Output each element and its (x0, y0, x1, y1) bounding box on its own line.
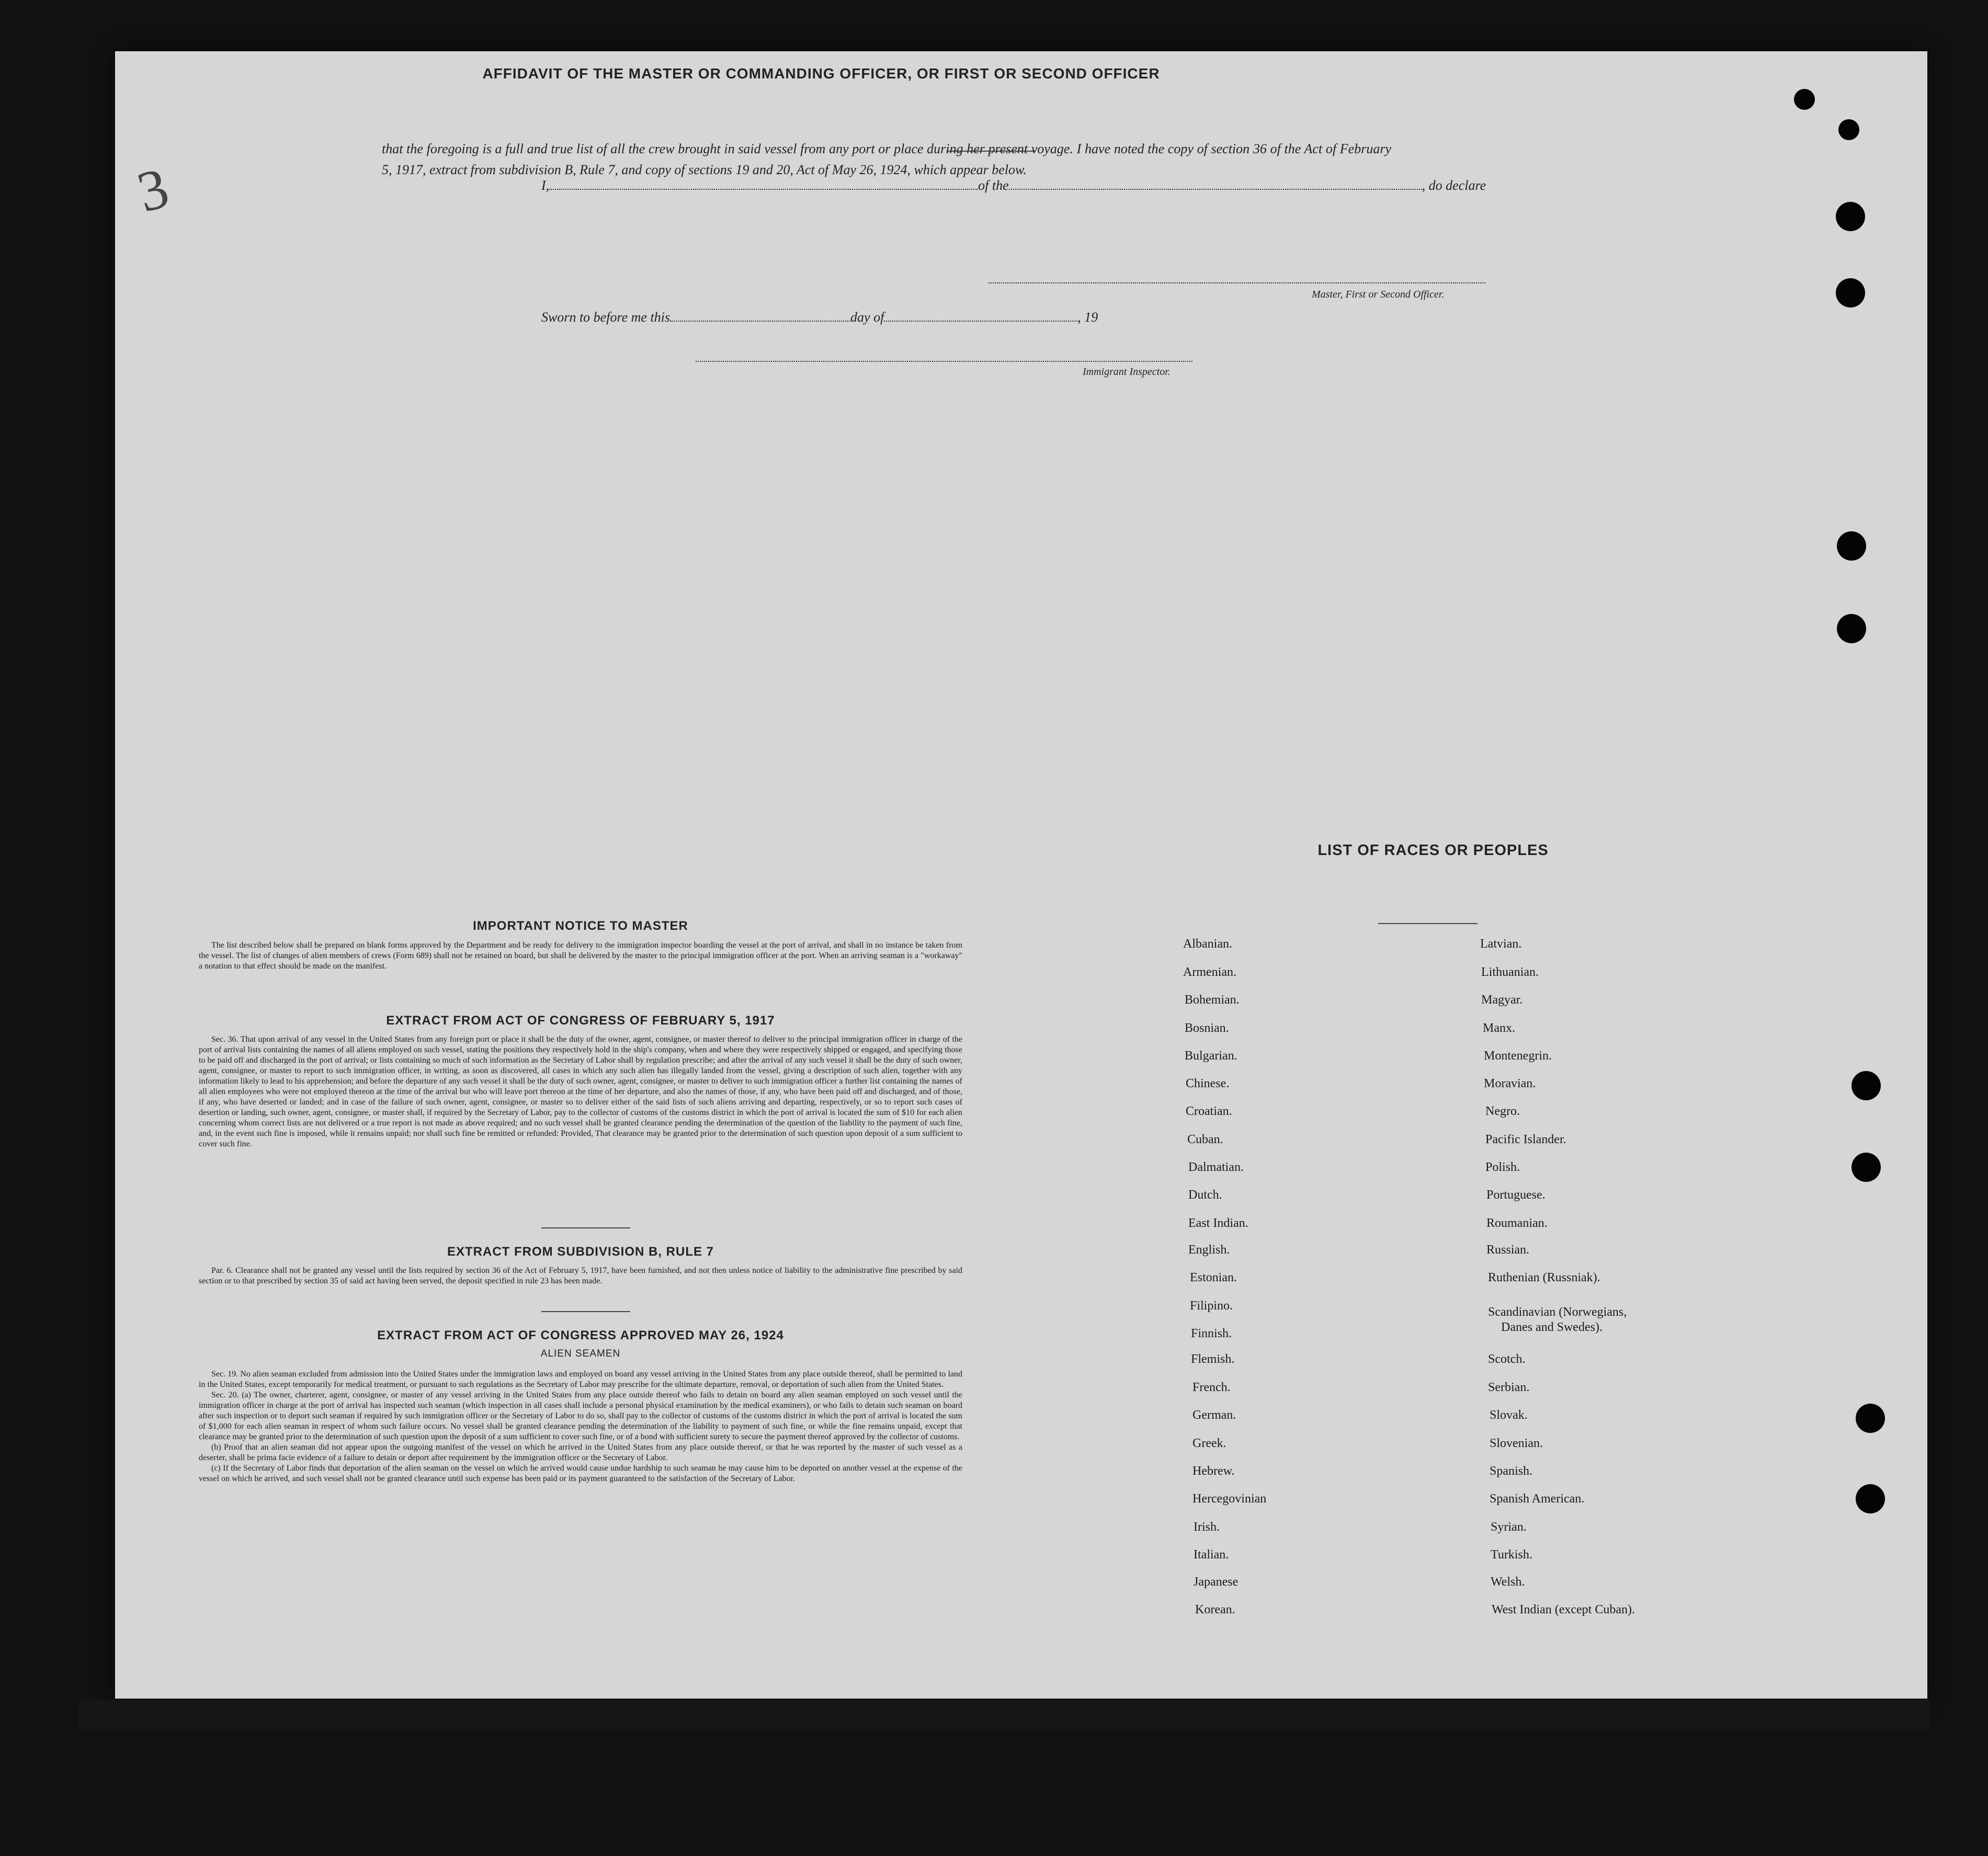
sworn-line (541, 310, 1098, 325)
race-item: West Indian (except Cuban). (1492, 1603, 1635, 1616)
race-item: German. (1192, 1408, 1236, 1422)
inspector-signature-line (696, 361, 1192, 362)
punch-hole (1856, 1484, 1885, 1513)
race-item: Dalmatian. (1188, 1160, 1244, 1174)
race-item: Portuguese. (1486, 1188, 1546, 1202)
race-item: Roumanian. (1486, 1216, 1548, 1230)
punch-hole (1794, 89, 1815, 110)
race-item: Scandinavian (Norwegians, (1488, 1305, 1627, 1319)
races-rule (1378, 923, 1478, 924)
race-item: Flemish. (1191, 1352, 1235, 1366)
race-item: Negro. (1485, 1105, 1520, 1118)
race-scandinavian-continued: Danes and Swedes). (1501, 1320, 1603, 1334)
sworn-month-blank (884, 310, 1077, 322)
section-rule (541, 1227, 630, 1228)
race-item: Lithuanian. (1481, 965, 1539, 979)
margin-mark: 3 (131, 155, 175, 225)
extract-1924-title: EXTRACT FROM ACT OF CONGRESS APPROVED MAY 26, 1924 (377, 1328, 784, 1342)
race-item: Armenian. (1183, 965, 1236, 979)
extract-1924-text (199, 1369, 962, 1484)
par-6-paragraph: Par. 6. Clearance shall not be granted any vessel until the lists required by section 36 of the Act of February 5, 1917, have been furnished, and not then unless notice of liability to the administrative fine prescribed by said section or to that prescribed by section 35 of said act having been served, the deposit specified in rule 23 has been made. (199, 1266, 962, 1285)
race-item: Albanian. (1183, 937, 1232, 951)
section-36-paragraph: Sec. 36. That upon arrival of any vessel in the United States from any foreign port or place it shall be the duty of the owner, agent, consignee, or master thereof to deliver to the principal immigration officer in charge of the port of arrival lists containing the names of all aliens employed on such vessel, stating the positions they respectively hold in the ship's company, when and where they were respectively shipped or engaged, and specifying those to be paid off and discharged in the port of arrival; or lists containing so much of such information as the Secretary of Labor shall by regulation prescribe; and after the arrival of any such vessel it shall be the duty of such owner, agent, consignee, or master to report to such immigration officer, in writing, as soon as discovered, all cases in which any such alien has illegally landed from the vessel, giving a description of such alien, together with any information likely to lead to his apprehension; and before the departure of any such vessel it shall be the duty of such owner, agent, consignee, or master to deliver to such immigration officer a further list containing the names of all alien employees who were not employed thereon at the time of the arrival but who will leave port thereon at the time of her departure, and also the names of those, if any, who have been paid off and discharged, and of those, if any, who have deserted or landed; and in case of the failure of such owner, agent, consignee, or master so to deliver either of the said lists of such aliens arriving and departing, respectively, or so to report such cases of desertion or landing, such owner, agent, consignee, or master shall, if required by the Secretary of Labor, pay to the collector of customs of the customs district in which the port of arrival is located the sum of $10 for each alien concerning whom correct lists are not delivered or a true report is not made as above required; and no such vessel shall be granted clearance pending the determination of the question of the liability to the payment of such fine, and, in the event such fine is imposed, while it remains unpaid; nor shall such fine be remitted or refunded: Provided, That clearance may be granted prior to the determination of such question upon deposit of a sum sufficient to cover such fine. (199, 1035, 962, 1148)
punch-hole (1837, 614, 1866, 643)
affidavit-of-the: of the (978, 178, 1009, 193)
race-item: Syrian. (1491, 1520, 1527, 1534)
day-of-text: day of (850, 310, 884, 325)
punch-hole (1837, 531, 1866, 561)
race-item: Spanish American. (1490, 1492, 1585, 1506)
race-item: Magyar. (1481, 993, 1523, 1007)
race-item: Greek. (1192, 1437, 1226, 1450)
punch-hole (1836, 278, 1865, 308)
race-item: Irish. (1194, 1520, 1220, 1534)
race-item: Dutch. (1188, 1188, 1222, 1202)
race-item: Russian. (1486, 1243, 1530, 1257)
officer-caption: Master, First or Second Officer. (1312, 289, 1445, 300)
section-20b-paragraph: (b) Proof that an alien seaman did not appear upon the outgoing manifest of the vessel on which he arrived in the United States from any place outside thereof, or that he was reported by the master of such vessel as a deserter, shall be prima facie evidence of a failure to detain or deport after requirement by the immigration officer or the Secretary of Labor. (199, 1443, 962, 1462)
section-rule (541, 1311, 630, 1312)
race-item: Montenegrin. (1484, 1049, 1552, 1063)
race-item: Italian. (1194, 1548, 1229, 1562)
race-item: Hebrew. (1192, 1464, 1235, 1478)
race-item: Slovenian. (1490, 1437, 1543, 1450)
race-item: Polish. (1485, 1160, 1520, 1174)
race-item: East Indian. (1188, 1216, 1248, 1230)
affidavit-paragraph: that the foregoing is a full and true list of all the crew brought in said vessel from any port or place during her present voyage. I have noted the copy of section 36 of the Act of February 5, 1917, extract from subdivision B, Rule 7, and copy of sections 19 and 20, Act of May 26, 1924, which appear below. (382, 141, 1391, 177)
race-item: Croatian. (1186, 1105, 1232, 1118)
affidavit-declare: , do declare (1422, 178, 1486, 193)
punch-hole (1856, 1404, 1885, 1433)
race-item: English. (1188, 1243, 1230, 1257)
punch-hole (1851, 1153, 1881, 1182)
sworn-day-blank (670, 310, 850, 322)
race-item: Cuban. (1187, 1133, 1223, 1146)
race-item: Filipino. (1190, 1299, 1233, 1313)
punch-hole (1851, 1071, 1881, 1100)
race-item: Welsh. (1491, 1575, 1525, 1589)
race-item: Ruthenian (Russniak). (1488, 1271, 1600, 1284)
section-20a-paragraph: Sec. 20. (a) The owner, charterer, agent, consignee, or master of any vessel arriving in the United States from any place outside thereof who fails to detain on board any alien seaman employed on such vessel until the immigration officer in charge at the port of arrival has inspected such seaman (which inspection in all cases shall include a personal physical examination by the medical examiners), or who fails to detain such seaman on board after such inspection or to deport such seaman if required by such immigration officer or the Secretary of Labor to do so, shall pay to the collector of customs of the customs district in which the port of arrival is located the sum of $1,000 for each alien seaman in respect of whom such failure occurs. No vessel shall be granted clearance pending the determination of the liability to payment of such fine, or while the fine remains unpaid, except that clearance may be granted prior to the determination of such question upon the deposit of a sum sufficient to cover such fine, or of a bond with sufficient surety to secure the payment thereof approved by the collector of customs. (199, 1391, 962, 1441)
sworn-text: Sworn to before me this (541, 310, 671, 325)
section-20c-paragraph: (c) If the Secretary of Labor finds that deportation of the alien seaman on the vessel on which he arrived would cause undue hardship to such seaman he may cause him to be deported on another vessel at the expense of the vessel on which he arrived, and such vessel shall not be granted clearance until such expense has been paid or its payment guaranteed to the satisfaction of the Secretary of Labor. (199, 1464, 962, 1483)
race-item: Korean. (1195, 1603, 1235, 1616)
punch-hole (1836, 202, 1865, 231)
race-item: Finnish. (1191, 1327, 1232, 1340)
race-item: Scotch. (1488, 1352, 1526, 1366)
race-item: Estonian. (1190, 1271, 1237, 1284)
inspector-caption: Immigrant Inspector. (1083, 366, 1171, 378)
races-title: LIST OF RACES OR PEOPLES (1317, 842, 1549, 859)
race-item: Manx. (1483, 1021, 1515, 1035)
scan-border (78, 1700, 1930, 1731)
race-item: Bulgarian. (1185, 1049, 1237, 1063)
notice-text (199, 940, 962, 972)
extract-1917-title: EXTRACT FROM ACT OF CONGRESS OF FEBRUARY 5, 1917 (386, 1014, 775, 1028)
race-item: Turkish. (1491, 1548, 1532, 1562)
notice-title: IMPORTANT NOTICE TO MASTER (473, 919, 688, 933)
race-item: Chinese. (1186, 1077, 1230, 1090)
extract-rule7-title: EXTRACT FROM SUBDIVISION B, RULE 7 (447, 1245, 714, 1259)
punch-hole (1838, 119, 1859, 140)
race-item: Hercegovinian (1192, 1492, 1267, 1506)
race-item: Pacific Islander. (1485, 1133, 1566, 1146)
race-item: Spanish. (1490, 1464, 1533, 1478)
race-item: Slovak. (1490, 1408, 1528, 1422)
officer-signature-line (989, 282, 1485, 283)
race-item: Japanese (1194, 1575, 1239, 1589)
race-item: Latvian. (1480, 937, 1522, 951)
alien-seamen-subtitle: ALIEN SEAMEN (540, 1348, 621, 1359)
extract-rule7-text (199, 1266, 962, 1286)
extract-1917-text (199, 1034, 962, 1149)
race-item: Bosnian. (1185, 1021, 1229, 1035)
affidavit-i: I, (541, 178, 550, 193)
race-item: French. (1192, 1381, 1231, 1394)
race-item: Bohemian. (1185, 993, 1240, 1007)
notice-paragraph: The list described below shall be prepared on blank forms approved by the Department and be ready for delivery to the immigration inspector boarding the vessel at the port of arrival, and shall in no instance be taken from the vessel. The list of changes of alien members of crews (Form 689) shall not be retained on board, but shall be delivered by the master to the principal immigration officer at the port. When an arriving seaman is a "workaway" a notation to that effect should be made on the manifest. (199, 941, 962, 971)
year-text: , 19 (1077, 310, 1098, 325)
affidavit-title: AFFIDAVIT OF THE MASTER OR COMMANDING OFFICER, OR FIRST OR SECOND OFFICER (482, 65, 1160, 82)
race-item: Serbian. (1488, 1381, 1530, 1394)
race-item: Moravian. (1484, 1077, 1536, 1090)
section-19-paragraph: Sec. 19. No alien seaman excluded from admission into the United States under the immigration laws and employed on board any vessel arriving in the United States from any place outside thereof, shall be permitted to land in the United States, except temporarily for medical treatment, or pursuant to such regulations as the Secretary of Labor may prescribe for the ultimate departure, removal, or deportation of such alien from the United States. (199, 1370, 962, 1389)
